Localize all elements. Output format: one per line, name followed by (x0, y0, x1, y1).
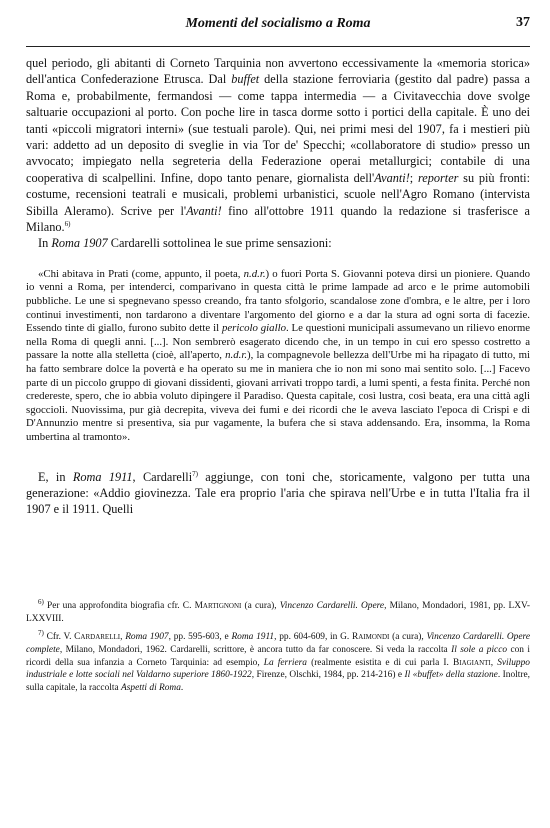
running-title: Momenti del socialismo a Roma (185, 16, 371, 31)
footnotes (26, 597, 530, 695)
footnote-6: $^{6)}$ Per una approfondita biografia cfr. C. Martignoni (a cura), Vincenzo Cardarelli. Opere, Milano, Mondadori, 1981, pp. LXV-LXXVIII. (26, 597, 530, 624)
block-quote: «Chi abitava in Prati (come, appunto, il poeta, n.d.r.) o fuori Porta S. Giovanni poteva dirsi un pioniere. Quando io venni a Roma, per intenderci, comparivano in questa città le prime lampade ad arco e le prime automobili pubbliche. Le une si spegnevano spesso creando, fra tanto sfolgorio, scandalose zone d'ombra, e le altre, per i loro continui investimenti, non tardarono a diventare l'argomento del giorno e a dar la stura ad ogni sorta di facezie. Essendo tinte di giallo, furono subito dette il pericolo giallo. Le questioni municipali assumevano un rilievo enorme nella Roma di quegli anni. [...]. Non sembrerò esagerato dicendo che, in un tempo in cui ero spesso costretto a passare la notte alla stelletta (cioè, all'aperto, n.d.r.), la compagnevole bellezza dell'Urbe mi ha ripagato di tutto, mi ha fatto sembrare dolce la povertà e ha operato su me in maniera che io non mi sono mai sentito solo. [...] Facevo parte di un piccolo gruppo di giovani dissidenti, giovani arrivati troppo tardi, a lumi spenti, a festa finita. Perché non credereste, spero, che io abbia voluto dipingere il Paradiso. Questa capitale, così lustra, così beata, era una città agli sgoccioli. Nuovissima, pur già decrepita, viveva dei fumi e dei ricordi che le aveva lasciato l'epoca di Crispi e di D'Annunzio mentre si presentiva, sia pur vagamente, la bufera che si stava addensando. Era, insomma, la Roma umbertina al tramonto». (26, 267, 531, 443)
main-text (26, 55, 530, 252)
footnote-ref-6: 6) (64, 219, 71, 228)
book-page (26, 0, 530, 701)
footnote-7: $^{7)}$ Cfr. V. Cardarelli, Roma 1907, pp. 595-603, e Roma 1911, pp. 604-609, in G. Raimondi (a cura), Vincenzo Cardarelli. Opere complete, Milano, Mondadori, 1962. Cardarelli, scrittore, è ancora tutto da far conoscere. Si veda la raccolta Il sole a picco con i ricordi della sua infanzia a Corneto Tarquinia: ad esempio, La ferriera (realmente esistita e di cui parla I. Biagianti, Sviluppo industriale e lotte sociali nel Valdarno superiore 1860-1922, Firenze, Olschki, 1984, pp. 214-216) e Il «buffet» della stazione. Inoltre, sulla capitale, la raccolta Aspetti di Roma. (26, 629, 530, 694)
paragraph-1: quel periodo, gli abitanti di Corneto Tarquinia non avvertono eccessivamente la «memoria storica» dell'antica Confederazione Etrusca. Dal buffet della stazione ferroviaria (gestito dal padre) passa a Roma e, probabilmente, fermandosi — come tappa intermedia — a Civitavecchia dove svolge saltuarie occupazioni al porto. Con poche lire in tasca dorme sotto i portici della capitale. È uno dei tanti «piccoli migratori interni» (sue testuali parole). Qui, nei primi mesi del 1907, fa i mestieri più vari: addetto ad un deposito di sveglie in via Tor de' Specchi; «collaboratore di studio» presso un avvocato; impiegato nella segreteria della Federazione operai metallurgici; contabile di una cooperativa di scalpellini. Infine, dopo tanto penare, giornalista dell'Avanti!; reporter su più fronti: costume, recensioni teatrali e musicali, problemi urbanistici, scuole nell'Agro Romano (intervista Sibilla Aleramo). Scrive per l'Avanti! fino all'ottobre 1911 quando la redazione si trasferisce a Milano.$^{6)}$ (26, 56, 530, 235)
page-number: 37 (516, 15, 530, 30)
paragraph-3: E, in Roma 1911, Cardarelli$^{7)}$ aggiunge, con toni che, storicamente, valgono per tutta una generazione: «Addio giovinezza. Tale era proprio l'aria che spirava nell'Urbe e in tutta l'Italia fra il 1907 e il 1911. Quelli (26, 469, 530, 517)
running-header (26, 12, 530, 47)
footnote-ref-7: 7) (192, 469, 198, 478)
paragraph-2: In Roma 1907 Cardarelli sottolinea le sue prime sensazioni: (38, 236, 332, 251)
